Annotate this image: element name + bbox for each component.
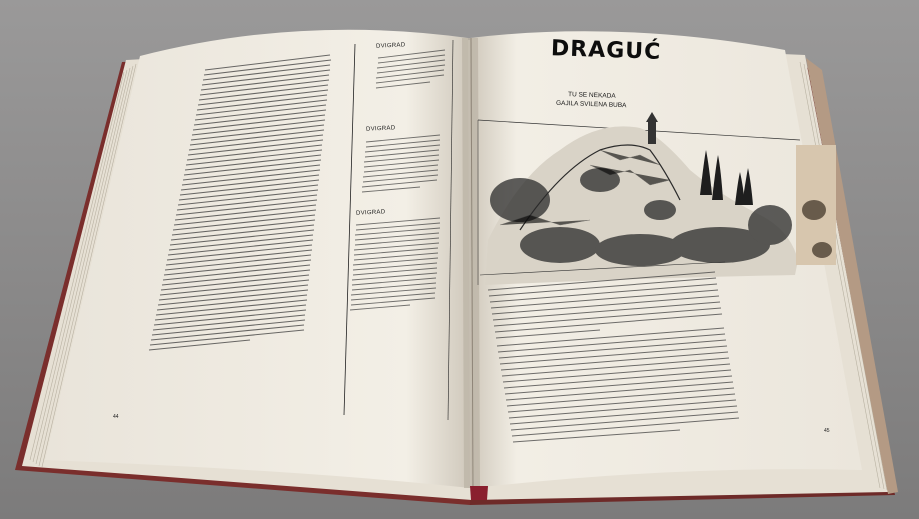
- ribbon: [470, 486, 488, 500]
- column-head-1: DVIGRAD: [375, 42, 406, 50]
- page-title: DRAGUĆ: [550, 36, 662, 65]
- subtitle-line-2: GAJILA SVILENA BUBA: [555, 99, 627, 110]
- column-head-2: DVIGRAD: [365, 125, 396, 133]
- column-head-3: DVIGRAD: [355, 209, 386, 217]
- right-page-number: 45: [824, 428, 830, 434]
- left-page-number: 44: [113, 414, 119, 420]
- subtitle-line-1: TU SE NEKADA: [567, 91, 616, 100]
